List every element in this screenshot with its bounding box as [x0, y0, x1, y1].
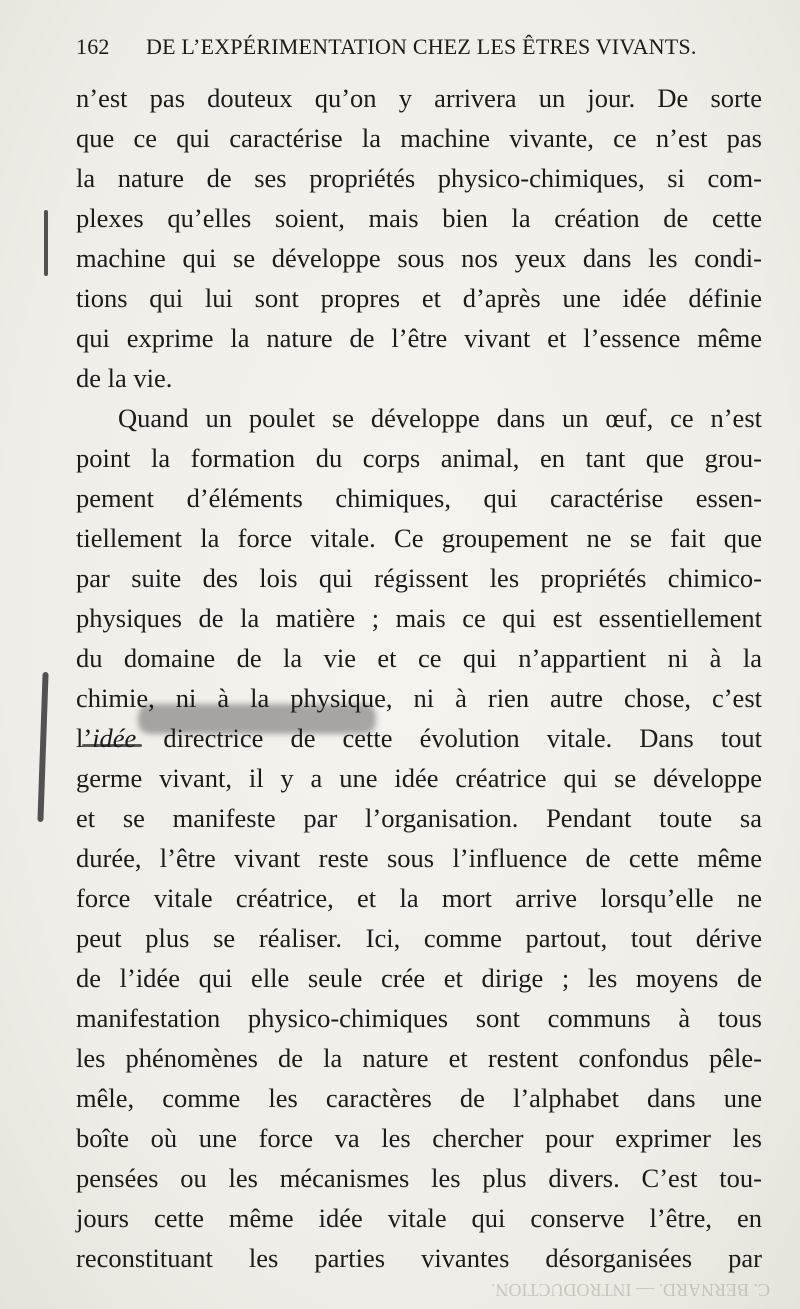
text-line: durée, l’être vivant reste sous l’influence de cette même	[76, 843, 762, 873]
text-line: et se manifeste par l’organisation. Pendant toute sa	[76, 803, 762, 833]
text-segment: directrice de cette évolution vitale. Dans tout	[136, 723, 762, 753]
text-line: tions qui lui sont propres et d’après une idée définie	[76, 283, 762, 313]
page-number: 162	[76, 34, 110, 59]
text-line: pement d’éléments chimiques, qui caractérise essen-	[76, 483, 762, 513]
margin-pencil-mark-bottom	[37, 672, 48, 822]
text-line: point la formation du corps animal, en tant que grou-	[76, 443, 762, 473]
text-line: de la vie.	[76, 363, 173, 393]
text-line-with-italic	[76, 718, 762, 758]
text-line: les phénomènes de la nature et restent confondus pêle-	[76, 1043, 762, 1073]
text-line: physiques de la matière ; mais ce qui est essentiellement	[76, 603, 762, 633]
text-segment: l’	[76, 723, 93, 753]
text-line: reconstituant les parties vivantes désorganisées par	[76, 1243, 762, 1273]
text-line: machine qui se développe sous nos yeux dans les condi-	[76, 243, 762, 273]
text-line: boîte où une force va les chercher pour exprimer les	[76, 1123, 762, 1153]
text-line: plexes qu’elles soient, mais bien la création de cette	[76, 203, 762, 233]
page-header	[76, 34, 766, 66]
italic-word: idée	[92, 723, 137, 753]
bleed-through-text: C. BERNARD. — INTRODUCTION.	[491, 1280, 770, 1300]
text-line: force vitale créatrice, et la mort arrive lorsqu’elle ne	[76, 883, 762, 913]
text-line: germe vivant, il y a une idée créatrice qui se développe	[76, 763, 762, 793]
text-line: pensées ou les mécanismes les plus divers. C’est tou-	[76, 1163, 762, 1193]
text-line: chimie, ni à la physique, ni à rien autre chose, c’est	[76, 683, 762, 713]
text-line: du domaine de la vie et ce qui n’appartient ni à la	[76, 643, 762, 673]
body-text	[76, 78, 762, 1278]
text-line: par suite des lois qui régissent les propriétés chimico-	[76, 563, 762, 593]
text-line: jours cette même idée vitale qui conserve l’être, en	[76, 1203, 762, 1233]
text-line: n’est pas douteux qu’on y arrivera un jour. De sorte	[76, 83, 762, 113]
text-line: mêle, comme les caractères de l’alphabet dans une	[76, 1083, 762, 1113]
text-line: de l’idée qui elle seule crée et dirige ; les moyens de	[76, 963, 762, 993]
running-title: DE L’EXPÉRIMENTATION CHEZ LES ÊTRES VIVANTS.	[146, 34, 697, 59]
text-line: tiellement la force vitale. Ce groupement ne se fait que	[76, 523, 762, 553]
text-line: peut plus se réaliser. Ici, comme partout, tout dérive	[76, 923, 762, 953]
text-line: la nature de ses propriétés physico-chimiques, si com-	[76, 163, 762, 193]
text-line: Quand un poulet se développe dans un œuf, ce n’est	[118, 403, 762, 433]
text-line: qui exprime la nature de l’être vivant et l’essence même	[76, 323, 762, 353]
text-line: que ce qui caractérise la machine vivante, ce n’est pas	[76, 123, 762, 153]
text-line: manifestation physico-chimiques sont communs à tous	[76, 1003, 762, 1033]
margin-pencil-mark-top	[44, 210, 48, 276]
